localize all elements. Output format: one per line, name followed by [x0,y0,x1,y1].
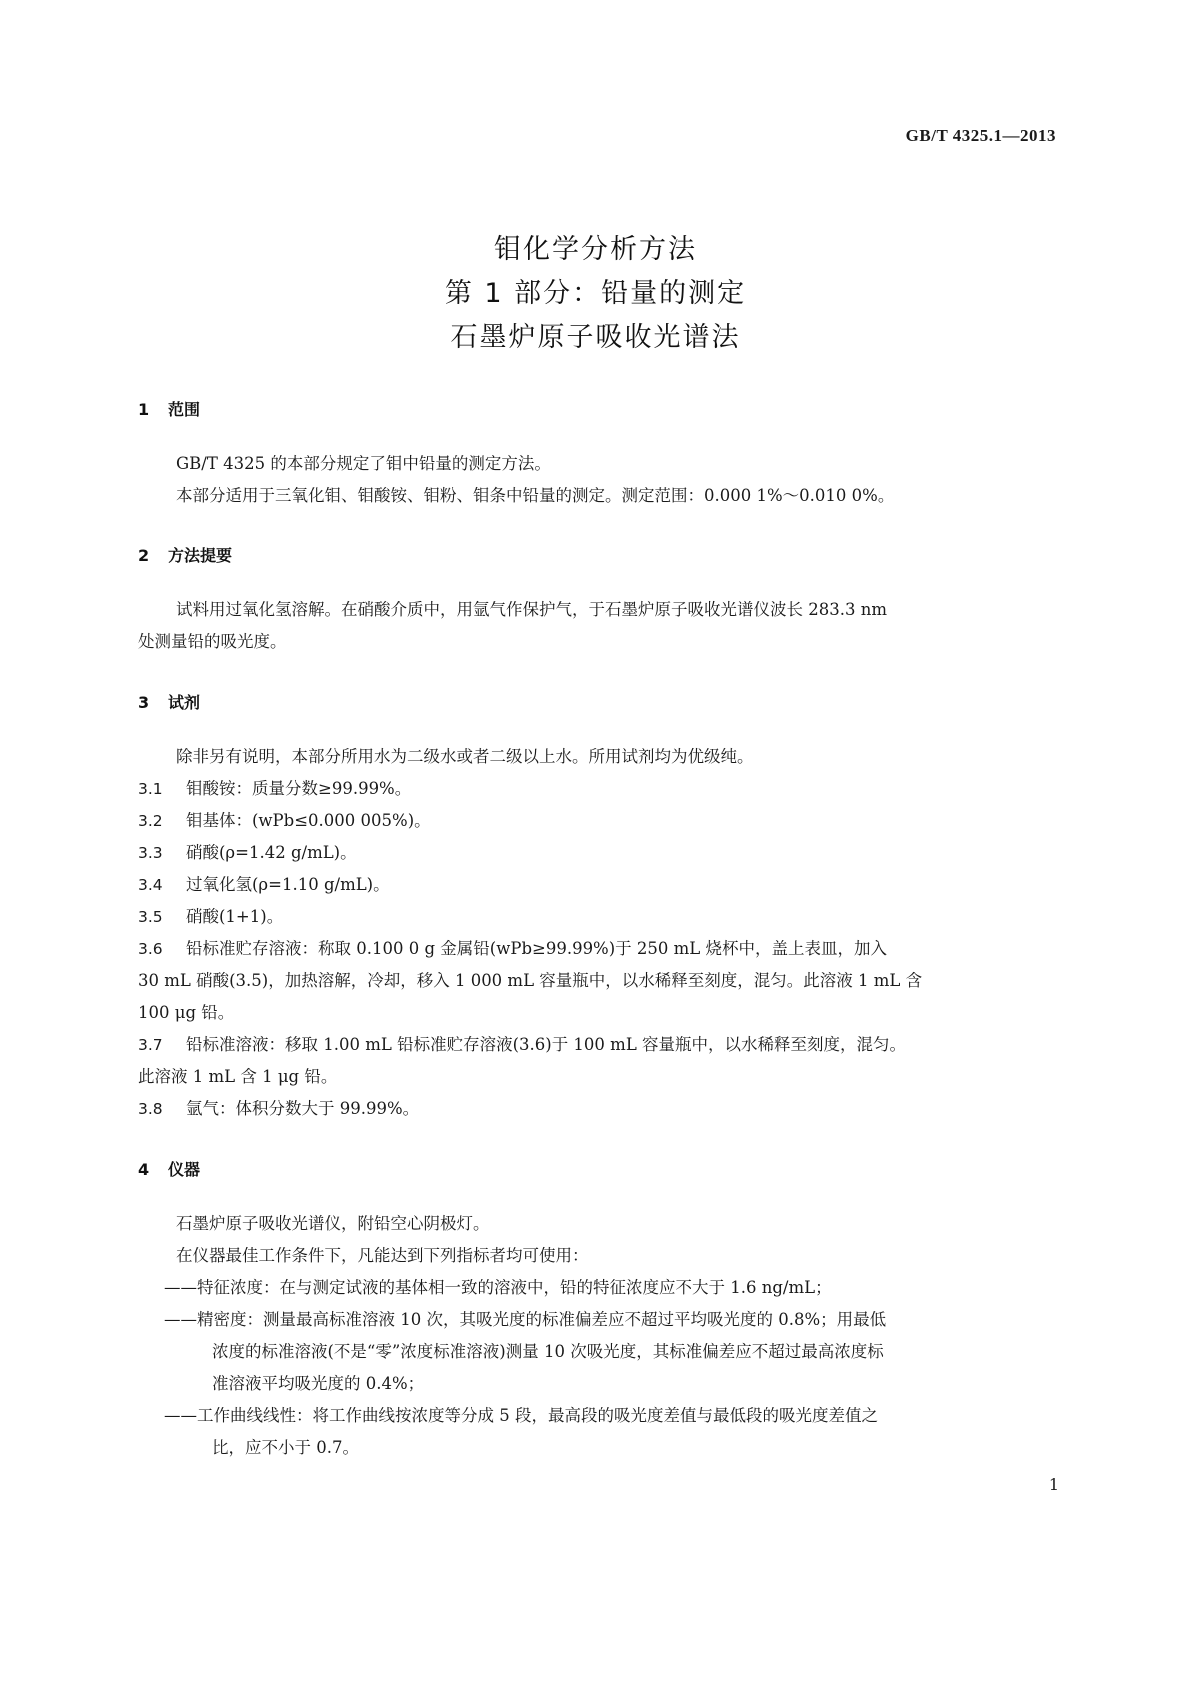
list-item: 3.7 铅标准溶液：移取 1.00 mL 铅标准贮存溶液(3.6)于 100 mL 容量瓶中，以水稀释至刻度，混匀。 [138,1035,907,1054]
section-2-heading: 2 方法提要 [138,546,233,565]
dash-list-item: ——工作曲线线性：将工作曲线按浓度等分成 5 段，最高段的吸光度差值与最低段的吸光度差值之 [164,1406,878,1425]
page-number: 1 [1048,1475,1059,1494]
section-3-heading: 3 试剂 [138,693,201,712]
standard-number: GB/T 4325.1—2013 [905,126,1056,145]
list-item-continuation: 100 μg 铅。 [138,1003,235,1022]
list-item: 3.1 钼酸铵：质量分数≥99.99%。 [138,779,412,798]
section-1-heading: 1 范围 [138,400,201,419]
paragraph: 除非另有说明，本部分所用水为二级水或者二级以上水。所用试剂均为优级纯。 [176,747,754,766]
paragraph: 石墨炉原子吸收光谱仪，附铅空心阴极灯。 [176,1214,490,1233]
list-item-continuation: 此溶液 1 mL 含 1 μg 铅。 [138,1067,338,1086]
paragraph: 本部分适用于三氧化钼、钼酸铵、钼粉、钼条中铅量的测定。测定范围：0.000 1%～0.010 0%。 [176,486,895,505]
dash-list-continuation: 准溶液平均吸光度的 0.4%； [212,1374,425,1393]
list-item-continuation: 30 mL 硝酸(3.5)，加热溶解，冷却，移入 1 000 mL 容量瓶中，以水稀释至刻度，混匀。此溶液 1 mL 含 [138,971,923,990]
dash-list-item: ——特征浓度：在与测定试液的基体相一致的溶液中，铅的特征浓度应不大于 1.6 ng/mL； [164,1278,832,1297]
section-4-heading: 4 仪器 [138,1160,201,1179]
list-item: 3.4 过氧化氢(ρ=1.10 g/mL)。 [138,875,390,894]
title-line-3: 石墨炉原子吸收光谱法 [450,322,741,353]
dash-list-continuation: 比，应不小于 0.7。 [212,1438,359,1457]
title-line-2: 第 1 部分：铅量的测定 [444,278,747,309]
title-line-1: 钼化学分析方法 [494,234,697,265]
list-item: 3.3 硝酸(ρ=1.42 g/mL)。 [138,843,357,862]
document-title [0,228,1191,360]
list-item: 3.6 铅标准贮存溶液：称取 0.100 0 g 金属铅(wPb≥99.99%)于 250 mL 烧杯中，盖上表皿，加入 [138,939,888,958]
list-item: 3.8 氩气：体积分数大于 99.99%。 [138,1099,420,1118]
paragraph: 试料用过氧化氢溶解。在硝酸介质中，用氩气作保护气，于石墨炉原子吸收光谱仪波长 283.3 nm [176,600,887,619]
dash-list-continuation: 浓度的标准溶液(不是“零”浓度标准溶液)测量 10 次吸光度，其标准偏差应不超过最高浓度标 [212,1342,884,1361]
dash-list-item: ——精密度：测量最高标准溶液 10 次，其吸光度的标准偏差应不超过平均吸光度的 0.8%；用最低 [164,1310,887,1329]
paragraph-continuation: 处测量铅的吸光度。 [138,632,287,651]
paragraph: GB/T 4325 的本部分规定了钼中铅量的测定方法。 [176,454,551,473]
list-item: 3.2 钼基体：(wPb≤0.000 005%)。 [138,811,431,830]
paragraph: 在仪器最佳工作条件下，凡能达到下列指标者均可使用： [176,1246,589,1265]
list-item: 3.5 硝酸(1+1)。 [138,907,284,926]
